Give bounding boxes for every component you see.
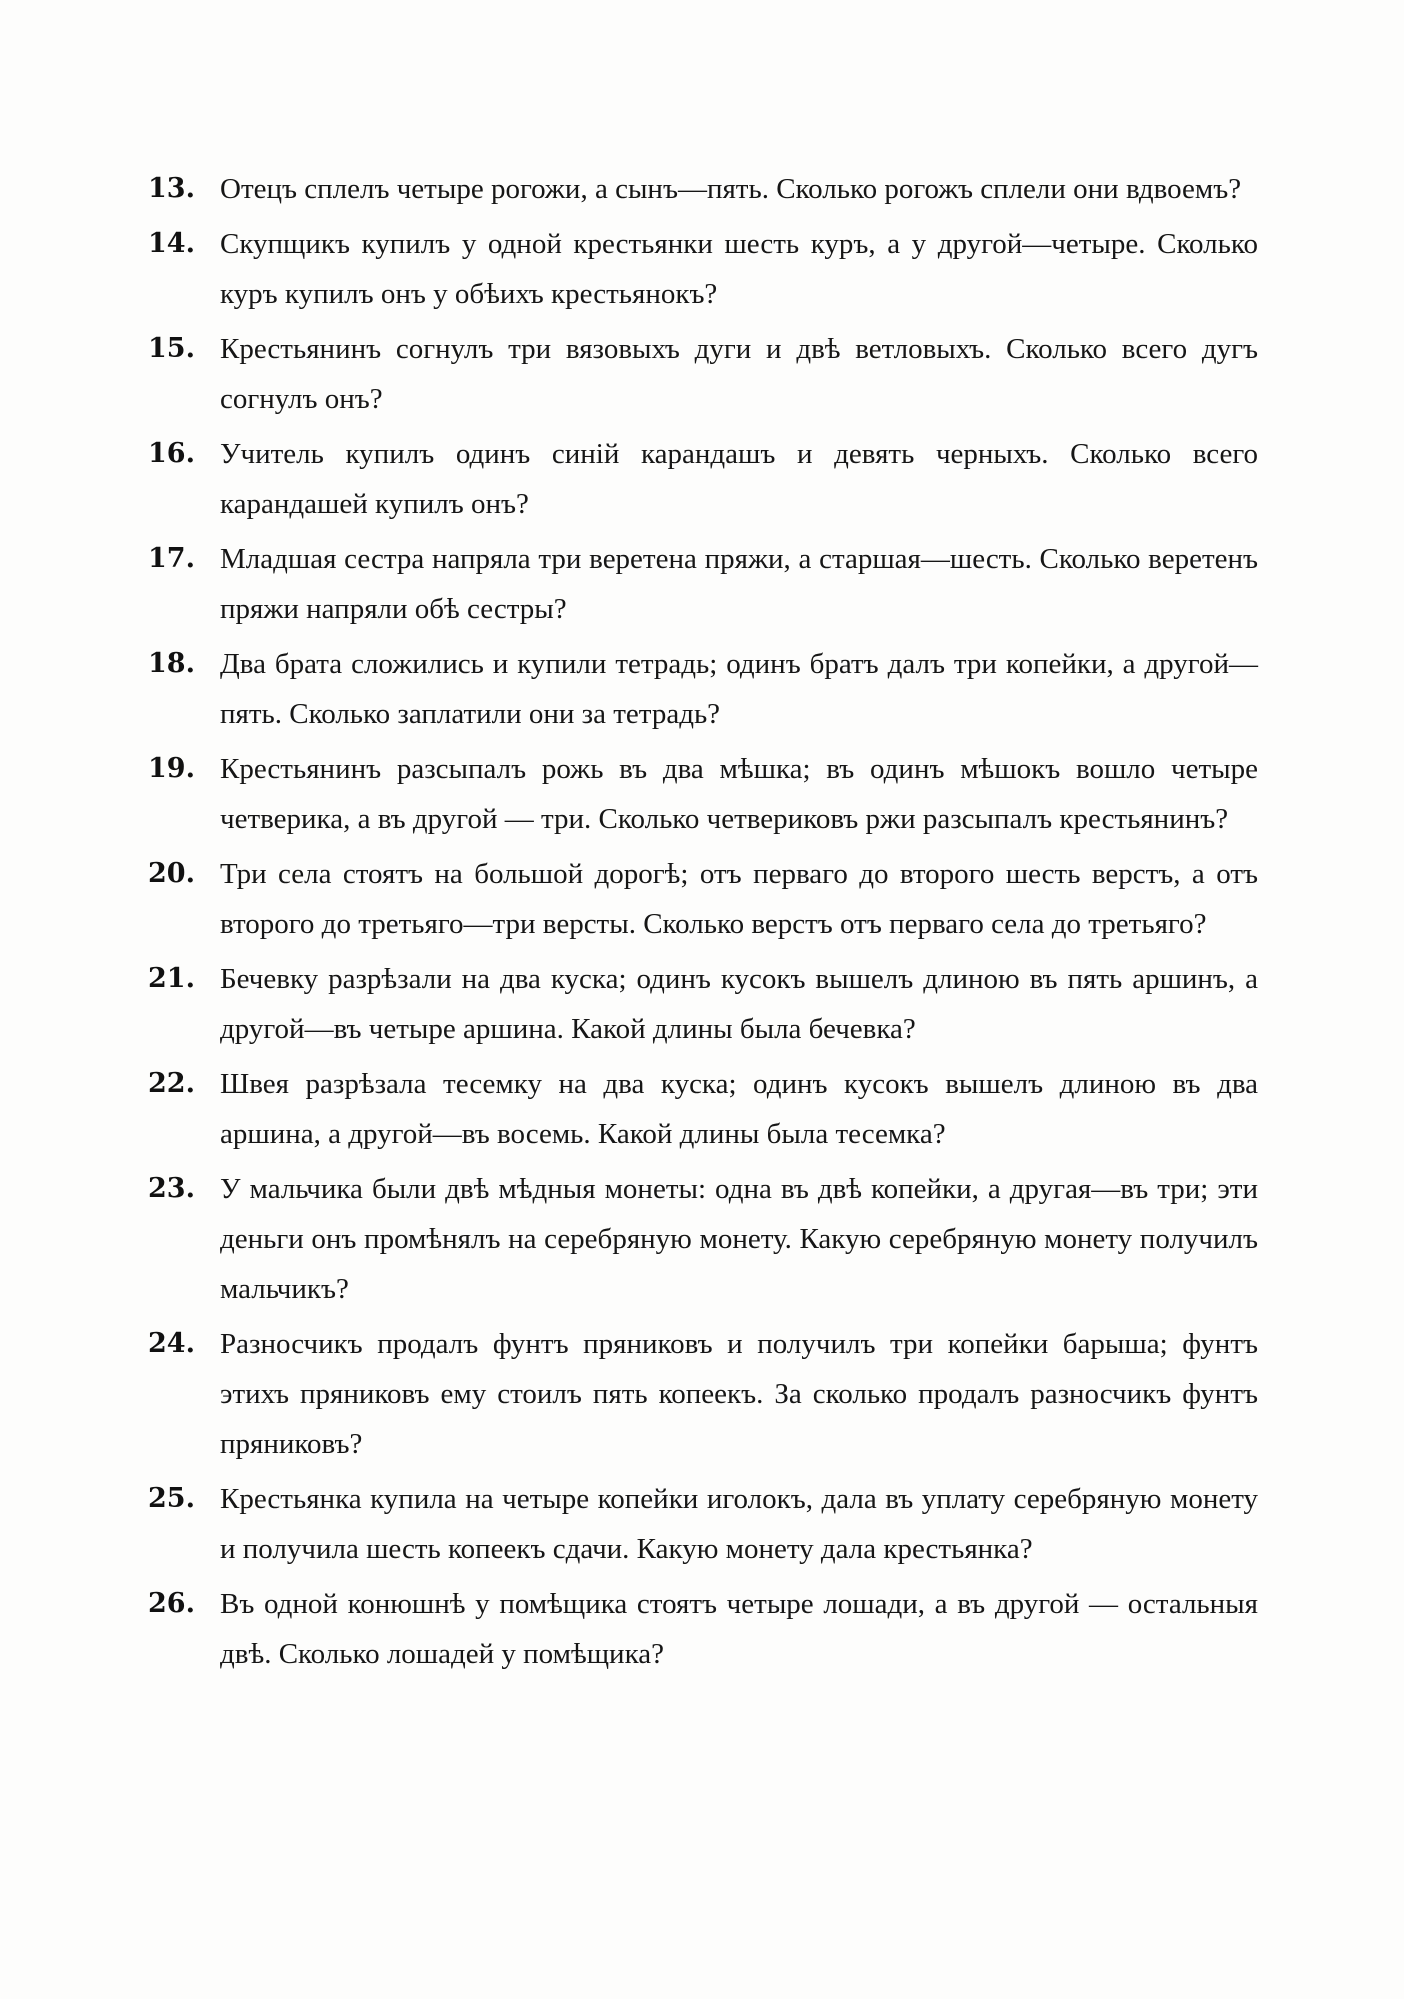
problem-text: Отецъ сплелъ четыре рогожи, а сынъ—пять. Сколько рогожъ сплели они вдвоемъ? — [220, 173, 1242, 205]
problem-text: Крестьянинъ согнулъ три вязовыхъ дуги и двѣ ветловыхъ. Сколько всего дугъ согнулъ онъ? — [220, 333, 1258, 415]
problem-number: 22. — [148, 1068, 195, 1099]
problem-13 — [148, 164, 1258, 214]
problem-number: 18. — [148, 648, 195, 679]
problem-text: Швея разрѣзала тесемку на два куска; одинъ кусокъ вышелъ длиною въ два аршина, а другой—въ восемь. Какой длины была тесемка? — [220, 1068, 1258, 1150]
problem-23 — [148, 1164, 1258, 1314]
problem-number: 23. — [148, 1173, 195, 1204]
problem-number: 20. — [148, 858, 195, 889]
problem-text: Крестьянинъ разсыпалъ рожь въ два мѣшка; въ одинъ мѣшокъ вошло четыре четверика, а въ другой — три. Сколько четвериковъ ржи разсыпалъ крестьянинъ? — [220, 753, 1258, 835]
problem-text: Разносчикъ продалъ фунтъ пряниковъ и получилъ три копейки барыша; фунтъ этихъ пряниковъ ему стоилъ пять копеекъ. За сколько продалъ разносчикъ фунтъ пряниковъ? — [220, 1328, 1258, 1460]
problem-number: 15. — [148, 333, 195, 364]
problem-number: 24. — [148, 1328, 195, 1359]
problem-22 — [148, 1059, 1258, 1159]
problem-number: 19. — [148, 753, 195, 784]
problem-25 — [148, 1474, 1258, 1574]
problem-21 — [148, 954, 1258, 1054]
problem-16 — [148, 429, 1258, 529]
problem-18 — [148, 639, 1258, 739]
problem-text: Въ одной конюшнѣ у помѣщика стоятъ четыре лошади, а въ другой — остальныя двѣ. Сколько лошадей у помѣщика? — [220, 1588, 1258, 1670]
problem-19 — [148, 744, 1258, 844]
problem-text: Три села стоятъ на большой дорогѣ; отъ перваго до второго шесть верстъ, а отъ второго до третьяго—три версты. Сколько верстъ отъ перваго села до третьяго? — [220, 858, 1258, 940]
problem-text: Бечевку разрѣзали на два куска; одинъ кусокъ вышелъ длиною въ пять аршинъ, а другой—въ четыре аршина. Какой длины была бечевка? — [220, 963, 1258, 1045]
problem-number: 14. — [148, 228, 195, 259]
problem-list — [148, 164, 1258, 1684]
problem-number: 13. — [148, 173, 195, 204]
problem-text: Крестьянка купила на четыре копейки иголокъ, дала въ уплату серебряную монету и получила шесть копеекъ сдачи. Какую монету дала крестьянка? — [220, 1483, 1258, 1565]
problem-number: 17. — [148, 543, 195, 574]
problem-26 — [148, 1579, 1258, 1679]
problem-24 — [148, 1319, 1258, 1469]
problem-text: Учитель купилъ одинъ синій карандашъ и девять черныхъ. Сколько всего карандашей купилъ онъ? — [220, 438, 1258, 520]
problem-text: Два брата сложились и купили тетрадь; одинъ братъ далъ три копейки, а другой—пять. Сколько заплатили они за тетрадь? — [220, 648, 1258, 730]
problem-number: 16. — [148, 438, 195, 469]
problem-14 — [148, 219, 1258, 319]
problem-text: Скупщикъ купилъ у одной крестьянки шесть куръ, а у другой—четыре. Сколько куръ купилъ онъ у обѣихъ крестьянокъ? — [220, 228, 1258, 310]
problem-15 — [148, 324, 1258, 424]
problem-17 — [148, 534, 1258, 634]
problem-number: 21. — [148, 963, 195, 994]
problem-number: 25. — [148, 1483, 195, 1514]
problem-number: 26. — [148, 1588, 195, 1619]
problem-20 — [148, 849, 1258, 949]
problem-text: У мальчика были двѣ мѣдныя монеты: одна въ двѣ копейки, а другая—въ три; эти деньги онъ промѣнялъ на серебряную монету. Какую серебряную монету получилъ мальчикъ? — [220, 1173, 1258, 1305]
problem-text: Младшая сестра напряла три веретена пряжи, а старшая—шесть. Сколько веретенъ пряжи напряли обѣ сестры? — [220, 543, 1258, 625]
